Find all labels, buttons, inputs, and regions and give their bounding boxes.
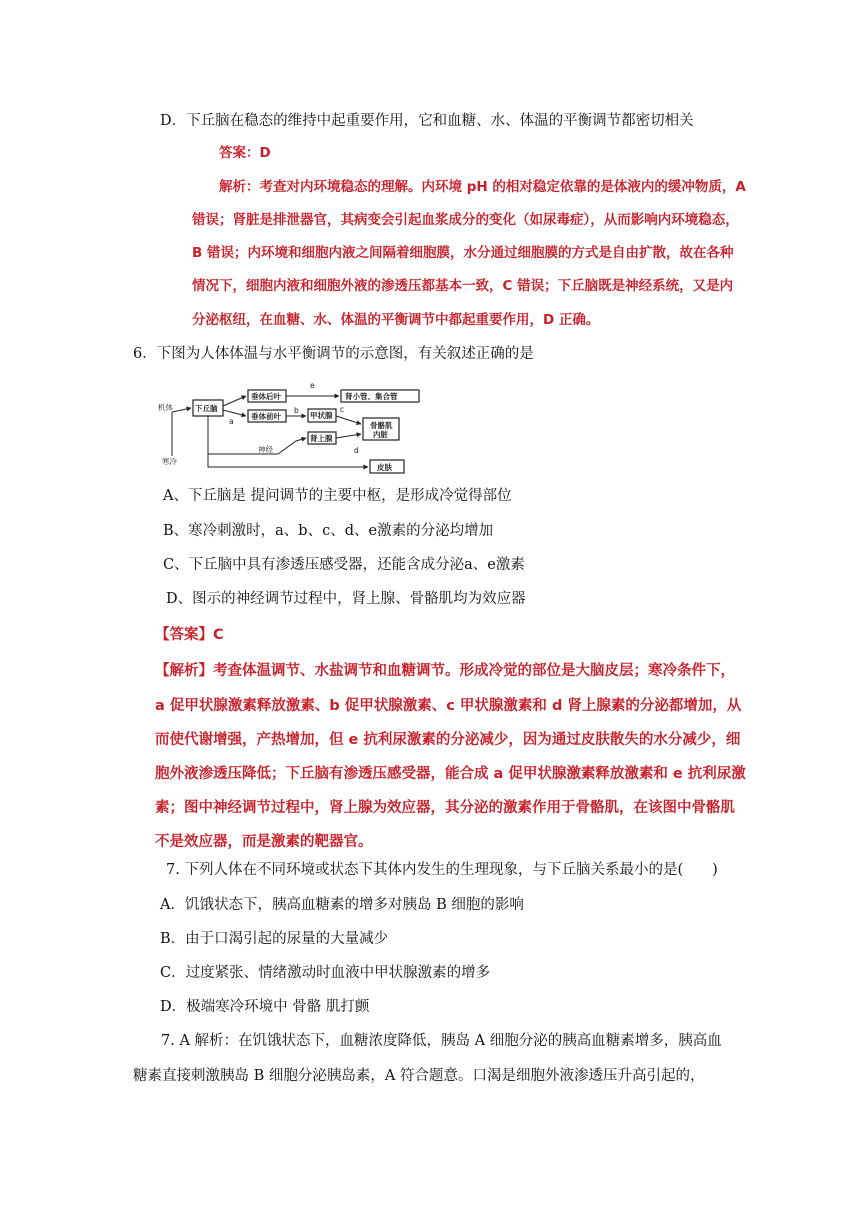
q6-stem: 6．下图为人体体温与水平衡调节的示意图，有关叙述正确的是 <box>133 346 534 362</box>
explanation-line: 分泌枢纽，在血糖、水、体温的平衡调节中都起重要作用，D 正确。 <box>192 312 600 328</box>
explanation-line: 错误；肾脏是排泄器官，其病变会引起血浆成分的变化（如尿毒症），从而影响内环境稳态， <box>192 212 739 228</box>
anterior-pituitary-label: 垂体前叶 <box>251 412 281 421</box>
explanation-line: 而使代谢增强，产热增加，但 e 抗利尿激素的分泌减少，因为通过皮肤散失的水分减少，细 <box>155 732 741 748</box>
posterior-pituitary-label: 垂体后叶 <box>251 392 281 401</box>
explanation-line: a 促甲状腺激素释放激素、b 促甲状腺激素、c 甲状腺激素和 d 肾上腺素的分泌都增加，从 <box>155 698 742 714</box>
q5-option-d: D．下丘脑在稳态的维持中起重要作用，它和血糖、水、体温的平衡调节都密切相关 <box>160 113 694 129</box>
stimulus-label: 机体 <box>158 403 173 412</box>
q7-option-d: D．极端寒冷环境中 骨骼 肌打颤 <box>160 999 370 1015</box>
arrow-label-d: d <box>354 446 359 455</box>
nerve-label: 神经 <box>258 445 273 454</box>
explanation-line: 【解析】考查体温调节、水盐调节和血糖调节。形成冷觉的部位是大脑皮层；寒冷条件下， <box>155 663 735 679</box>
q6-option-a: A、下丘脑是 提问调节的主要中枢，是形成冷觉得部位 <box>163 488 512 504</box>
q6-answer: 【答案】C <box>155 627 224 643</box>
arrow-label-e: e <box>310 381 315 390</box>
q7-option-c: C．过度紧张、情绪激动时血液中甲状腺激素的增多 <box>160 965 491 981</box>
muscle-label-2: 内脏 <box>373 430 388 439</box>
arrow-label-c: c <box>340 405 345 414</box>
skin-label: 皮肤 <box>377 463 392 472</box>
q6-option-b: B、寒冷刺激时，a、b、c、d、e激素的分泌均增加 <box>163 523 494 539</box>
adrenal-label: 肾上腺 <box>310 434 333 443</box>
q6-option-d: D、图示的神经调节过程中，肾上腺、骨骼肌均为效应器 <box>166 591 526 607</box>
explanation-line: 不是效应器，而是激素的靶器官。 <box>155 834 373 850</box>
q6-option-c: C、下丘脑中具有渗透压感受器，还能含成分泌a、e激素 <box>163 557 525 573</box>
hypothalamus-label: 下丘脑 <box>195 404 218 413</box>
regulation-diagram <box>158 381 422 478</box>
explanation-line: 糖素直接刺激胰岛 B 细胞分泌胰岛素，A 符合题意。口渴是细胞外液渗透压升高引起的， <box>133 1068 705 1084</box>
thyroid-label: 甲状腺 <box>310 411 333 420</box>
explanation-line: 7. A 解析：在饥饿状态下，血糖浓度降低，胰岛 A 细胞分泌的胰高血糖素增多，胰高血 <box>161 1033 722 1049</box>
q7-stem: 7. 下列人体在不同环境或状态下其体内发生的生理现象，与下丘脑关系最小的是( ) <box>166 862 718 878</box>
cold-label: 寒冷 <box>162 457 177 466</box>
arrow-label-a: a <box>229 417 234 426</box>
explanation-line: 胞外液渗透压降低；下丘脑有渗透压感受器，能合成 a 促甲状腺激素释放激素和 e 抗利尿激 <box>155 766 746 782</box>
muscle-label-1: 骨骼肌 <box>370 421 393 430</box>
kidney-label: 肾小管、集合管 <box>345 392 398 401</box>
explanation-line: 解析：考查对内环境稳态的理解。内环境 pH 的相对稳定依靠的是体液内的缓冲物质，A <box>219 179 746 195</box>
arrow-label-b: b <box>294 406 299 415</box>
explanation-line: B 错误；内环境和细胞内液之间隔着细胞膜，水分通过细胞膜的方式是自由扩散，故在各种 <box>192 245 734 261</box>
explanation-line: 素；图中神经调节过程中，肾上腺为效应器，其分泌的激素作用于骨骼肌，在该图中骨骼肌 <box>155 800 735 816</box>
explanation-line: 情况下，细胞内液和细胞外液的渗透压都基本一致，C 错误；下丘脑既是神经系统，又是内 <box>192 278 734 294</box>
q7-option-a: A．饥饿状态下，胰高血糖素的增多对胰岛 B 细胞的影响 <box>160 897 524 913</box>
q5-answer: 答案：D <box>219 145 271 161</box>
q7-option-b: B．由于口渴引起的尿量的大量减少 <box>160 931 389 947</box>
